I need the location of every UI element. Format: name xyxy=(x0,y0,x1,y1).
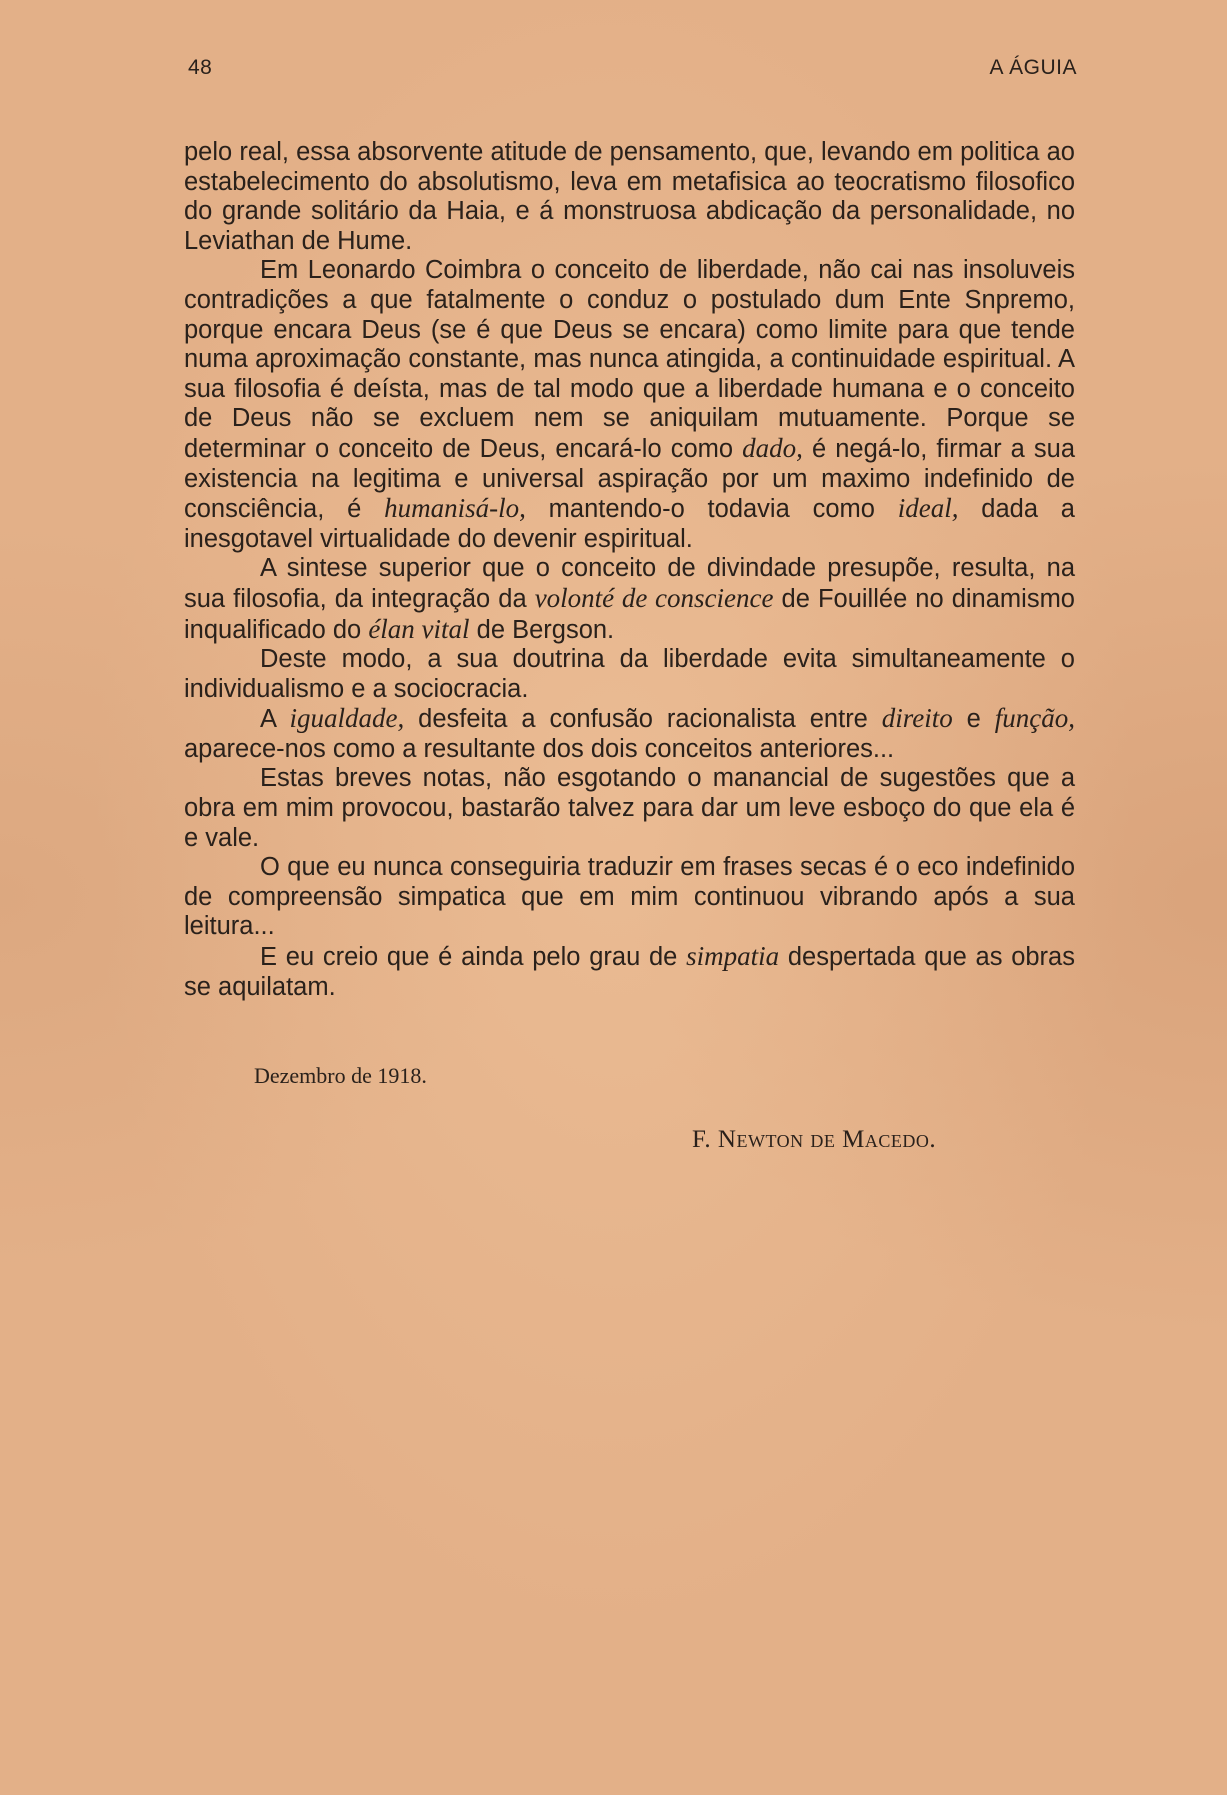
paragraph xyxy=(184,942,1075,1002)
italic-term: humanisá-lo, xyxy=(384,493,526,524)
italic-term: direito xyxy=(881,703,953,734)
author-signature xyxy=(692,1126,936,1154)
paragraph xyxy=(184,764,1075,853)
text-run: aparece-nos como a resultante dos dois conceitos anteriores... xyxy=(184,734,895,763)
text-run: dada a inesgotavel virtualidade do devenir espiritual. xyxy=(184,495,1075,553)
text-run: de Bergson. xyxy=(469,615,615,644)
text-run: pelo real, essa absorvente atitude de pensamento, que, levando em politica ao estabelecimento do absolutismo, leva em metafisica ao teocratismo filosofico do grande solitário da Haia, e á monstruosa abdicação da personalidade, no Leviathan de Hume. xyxy=(184,138,1075,255)
text-run: Estas breves notas, não esgotando o manancial de sugestões que a obra em mim provocou, bastarão talvez para dar um leve esboço do que ela é e vale. xyxy=(184,764,1075,852)
text-run: desfeita a confusão racionalista entre xyxy=(404,705,882,734)
italic-term: dado, xyxy=(742,432,803,463)
author-name: F. Newton de Macedo. xyxy=(692,1126,937,1153)
running-title: A ÁGUIA xyxy=(989,56,1077,79)
paragraph xyxy=(184,645,1075,704)
text-run: A sintese superior que o conceito de divindade presupõe, resulta, na sua filosofia, da integração da xyxy=(184,554,1075,613)
text-run: é negá-lo, firmar a sua existencia na legitima e universal aspiração por um maximo indefinido de consciência, é xyxy=(184,434,1075,524)
text-run: E eu creio que é ainda pelo grau de xyxy=(260,943,687,972)
paragraph xyxy=(184,704,1075,764)
text-run: mantendo-o todavia como xyxy=(525,495,898,524)
page-header xyxy=(188,56,1077,86)
paragraph xyxy=(184,256,1075,554)
paragraph xyxy=(184,554,1075,645)
dateline: Dezembro de 1918. xyxy=(254,1063,427,1088)
paragraph xyxy=(184,853,1075,942)
text-run: despertada que as obras se aquilatam. xyxy=(184,943,1075,1001)
text-run: de Fouillée no dinamismo inqualificado do xyxy=(184,584,1075,644)
text-run: Deste modo, a sua doutrina da liberdade evita simultaneamente o individualismo e a sociocracia. xyxy=(184,645,1075,703)
italic-term: função, xyxy=(994,703,1075,734)
text-run: A xyxy=(260,705,290,734)
article-body xyxy=(184,138,1075,1002)
text-run: e xyxy=(952,705,995,734)
text-run: Em Leonardo Coimbra o conceito de liberdade, não cai nas insoluveis contradições a que fatalmente o conduz o postulado dum Ente Snpremo, porque encara Deus (se é que Deus se encara) como limite para que tende numa aproximação constante, mas nunca atingida, a continuidade espiritual. A sua filosofia é deísta, mas de tal modo que a liberdade humana e o conceito de Deus não se excluem nem se aniquilam mutuamente. Porque se determinar o conceito de Deus, encará-lo como xyxy=(184,256,1075,463)
page-number: 48 xyxy=(188,56,213,79)
italic-term: volonté de conscience xyxy=(534,582,774,613)
paragraph xyxy=(184,138,1075,256)
text-run: O que eu nunca conseguiria traduzir em frases secas é o eco indefinido de compreensão simpatica que em mim continuou vibrando após a sua leitura... xyxy=(184,853,1075,941)
italic-term: simpatia xyxy=(686,941,780,972)
italic-term: ideal, xyxy=(897,493,959,524)
italic-term: igualdade, xyxy=(289,703,405,734)
italic-term: élan vital xyxy=(368,613,470,644)
